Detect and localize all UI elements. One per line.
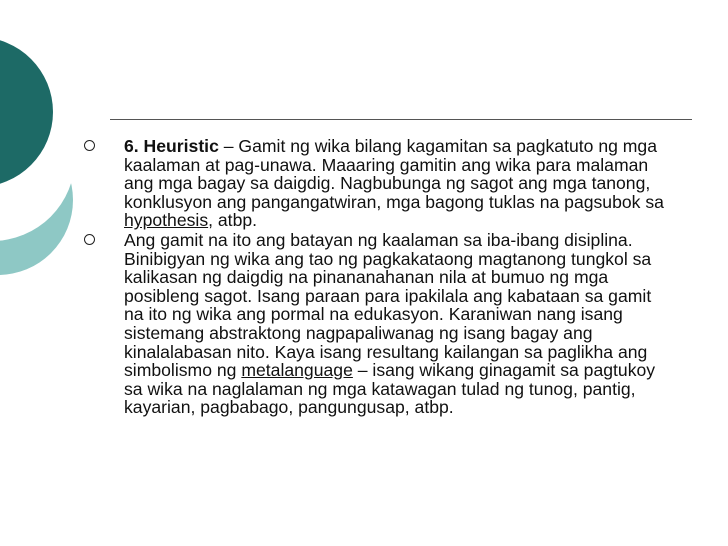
- bullet-item-explanation: [80, 231, 670, 417]
- bullet-text-end: , atbp.: [208, 210, 258, 231]
- slide-body: [80, 137, 670, 418]
- bullet-item-heuristic: [80, 137, 670, 230]
- bullet-text: – Gamit ng wika bilang kagamitan sa pagkatuto ng mga kaalaman at pag-unawa. Maaaring gamitin ang wika para malaman ang mga bagay sa daigdig. Nagbubunga ng sagot ang mga tanong, konklusyon ang pangangatwiran, mga bagong tuklas na pagsubok sa: [124, 136, 664, 212]
- bullet-text-end: – isang wikang ginagamit sa pagtukoy sa wika na naglalaman ng mga katawagan tulad ng tunog, pantig, kayarian, pagbabago, pangungusap, atbp.: [124, 360, 656, 418]
- title-divider: [110, 119, 692, 120]
- term-heading: 6. Heuristic: [124, 136, 219, 156]
- hollow-circle-bullet-icon: [84, 234, 95, 245]
- metalanguage-link[interactable]: metalanguage: [241, 360, 353, 381]
- hypothesis-link[interactable]: hypothesis: [124, 210, 209, 231]
- hollow-circle-bullet-icon: [84, 140, 95, 151]
- bullet-text: Ang gamit na ito ang batayan ng kaalaman sa iba-ibang disiplina. Binibigyan ng wika ang tao ng pagkakataong magtanong tungkol sa kalikasan ng daigdig na pinananahanan nila at bumuo ng mga posibleng sagot. Isang paraan para ipakilala ang kabataan sa gamit na ito ng wika ang pormal na edukasyon. Karaniwan nang isang sistemang abstraktong nagpapaliwanag ng isang bagay ang kinalalabasan nito. Kaya isang resultang kailangan sa paglikha ang simbolismo ng: [124, 229, 652, 381]
